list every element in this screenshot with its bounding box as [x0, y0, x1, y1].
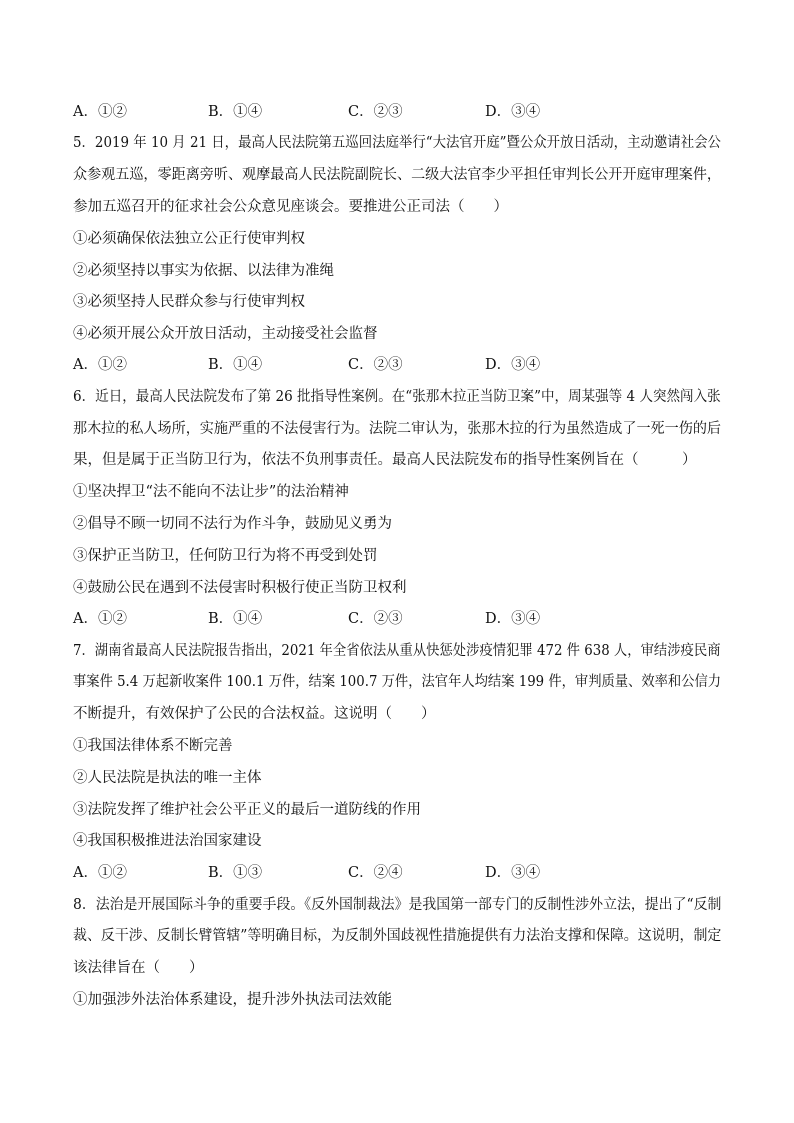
statement-item: ④我国积极推进法治国家建设	[73, 833, 262, 849]
statement-item: ②必须坚持以事实为依据、以法律为准绳	[73, 263, 334, 279]
statement-item: ①我国法律体系不断完善	[73, 738, 233, 754]
question-stem: 7．湖南省最高人民法院报告指出，2021 年全省依法从重从快惩处涉疫情犯罪 472 件 638 人，审结涉疫民商	[73, 643, 721, 659]
statement-item: ②倡导不顾一切同不法行为作斗争，鼓励见义勇为	[73, 516, 392, 532]
statement-item: ①必须确保依法独立公正行使审判权	[73, 231, 305, 247]
question-stem: 众参观五巡，零距离旁听、观摩最高人民法院副院长、二级大法官李少平担任审判长公开开庭审理案件，	[73, 167, 721, 183]
option-a: A．①②	[73, 104, 127, 120]
option-c: C．②③	[348, 611, 403, 627]
option-a: A．①②	[73, 865, 127, 881]
question-stem: 6．近日，最高人民法院发布了第 26 批指导性案例。在“张那木拉正当防卫案”中，周某强等 4 人突然闯入张	[73, 389, 721, 405]
statement-item: ②人民法院是执法的唯一主体	[73, 770, 262, 786]
option-b: B．①③	[208, 865, 263, 881]
option-d: D．③④	[485, 611, 541, 627]
option-d: D．③④	[485, 104, 541, 120]
question-stem: 5．2019 年 10 月 21 日，最高人民法院第五巡回法庭举行“大法官开庭”暨公众开放日活动，主动邀请社会公	[73, 135, 721, 151]
question-stem: 不断提升，有效保护了公民的合法权益。这说明（ ）	[73, 706, 436, 722]
statement-item: ③必须坚持人民群众参与行使审判权	[73, 294, 305, 310]
option-c: C．②③	[348, 357, 403, 373]
option-b: B．①④	[208, 357, 263, 373]
statement-item: ④鼓励公民在遇到不法侵害时积极行使正当防卫权利	[73, 580, 407, 596]
question-stem: 参加五巡召开的征求社会公众意见座谈会。要推进公正司法（ ）	[73, 199, 508, 215]
statement-item: ①坚决捍卫“法不能向不法让步”的法治精神	[73, 484, 349, 500]
question-stem: 该法律旨在（ ）	[73, 960, 204, 976]
statement-item: ③保护正当防卫，任何防卫行为将不再受到处罚	[73, 548, 378, 564]
option-a: A．①②	[73, 611, 127, 627]
question-stem: 事案件 5.4 万起新收案件 100.1 万件，结案 100.7 万件，法官年人均结案 199 件，审判质量、效率和公信力	[73, 674, 722, 690]
question-stem: 裁、反干涉、反制长臂管辖”等明确目标，为反制外国歧视性措施提供有力法治支撑和保障。这说明，制定	[73, 928, 722, 944]
statement-item: ④必须开展公众开放日活动，主动接受社会监督	[73, 326, 378, 342]
question-stem: 8．法治是开展国际斗争的重要手段。《反外国制裁法》是我国第一部专门的反制性涉外立法，提出了“反制	[73, 897, 722, 913]
option-c: C．②④	[348, 865, 403, 881]
option-b: B．①④	[208, 104, 263, 120]
option-d: D．③④	[485, 357, 541, 373]
option-c: C．②③	[348, 104, 403, 120]
question-stem: 那木拉的私人场所，实施严重的不法侵害行为。法院二审认为，张那木拉的行为虽然造成了一死一伤的后	[73, 421, 721, 437]
question-stem: 果，但是属于正当防卫行为，依法不负刑事责任。最高人民法院发布的指导性案例旨在（ ）	[73, 452, 697, 468]
statement-item: ③法院发挥了维护社会公平正义的最后一道防线的作用	[73, 802, 421, 818]
option-b: B．①④	[208, 611, 263, 627]
option-d: D．③④	[485, 865, 541, 881]
option-a: A．①②	[73, 357, 127, 373]
statement-item: ①加强涉外法治体系建设，提升涉外执法司法效能	[73, 992, 392, 1008]
